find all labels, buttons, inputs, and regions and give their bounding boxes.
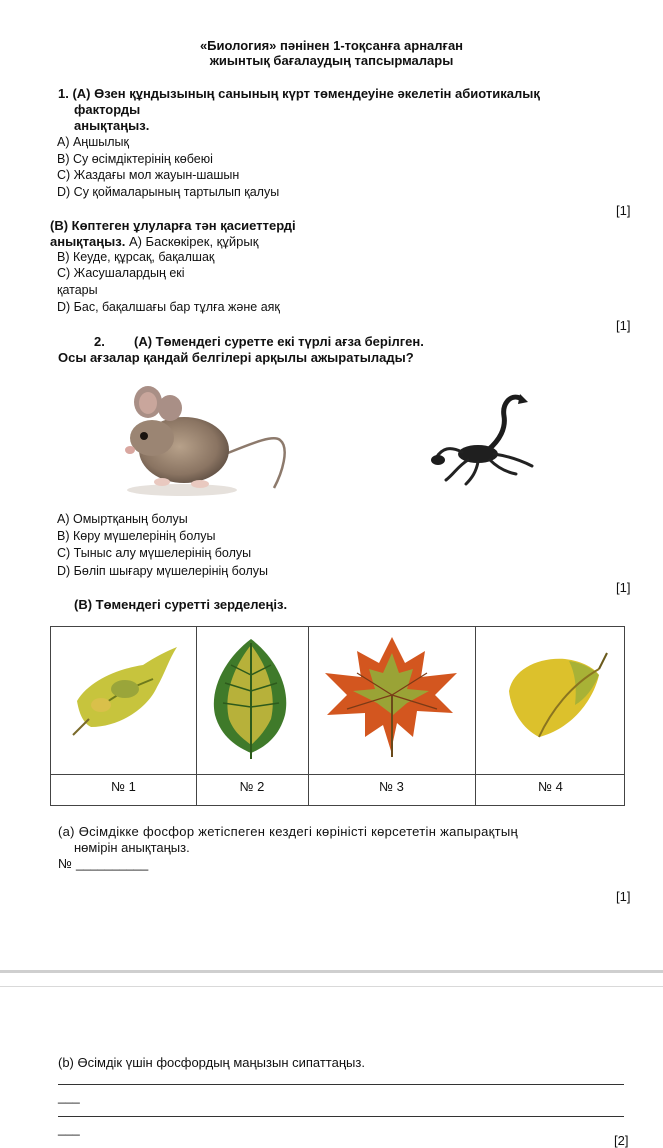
page-separator-bottom	[0, 986, 663, 987]
q2a-option-b: B) Көру мүшелерінің болуы	[57, 529, 216, 543]
q2a-mark: [1]	[616, 580, 631, 595]
q1a-mark: [1]	[616, 203, 631, 218]
answer-blank[interactable]: __________	[75, 856, 149, 871]
scorpion-image	[428, 388, 540, 488]
sub-a-line-1: (a) Өсімдікке фосфор жетіспеген кездегі көріністі көрсететін жапырақтың	[58, 824, 519, 839]
leaf-2-image	[205, 635, 297, 763]
q2a-option-d: D) Бөліп шығару мүшелерінің болуы	[57, 564, 268, 578]
leaf-label-2: № 2	[239, 779, 265, 794]
q1a-option-a: A) Аңшылық	[57, 135, 129, 149]
q1b-title-line-2	[50, 234, 258, 250]
leaf-label-1: № 1	[111, 779, 136, 794]
q1a-title-line-1: 1. (A) Өзен құндызының санының күрт төмендеуіне әкелетін абиотикалық	[58, 86, 540, 101]
answer-prefix: №	[58, 856, 72, 871]
answer-rule-1-tail: ___	[58, 1089, 80, 1104]
q2a-title-line-2: Осы ағзалар қандай белгілері арқылы ажыратылады?	[58, 350, 414, 365]
sub-a-line-2: нөмірін анықтаңыз.	[74, 840, 190, 855]
leaf-3-image	[317, 633, 467, 763]
q1b-option-c-line-1: C) Жасушалардың екі	[57, 266, 185, 280]
leaf-label-3: № 3	[379, 779, 404, 794]
q1b-mark: [1]	[616, 318, 631, 333]
q2a-title-line-1: (A) Төмендегі суретте екі түрлі ағза берілген.	[134, 334, 424, 349]
mouse-image	[122, 378, 302, 498]
q1a-option-d: D) Су қоймаларының тартылып қалуы	[57, 185, 280, 199]
q1b-title-bold: анықтаңыз.	[50, 234, 126, 249]
q1b-option-d: D) Бас, бақалшағы бар тұлға және аяқ	[57, 300, 280, 314]
leaf-label-4: № 4	[538, 779, 563, 794]
q1b-option-b: B) Кеуде, құрсақ, бақалшақ	[57, 250, 215, 264]
q1a-option-b: B) Су өсімдіктерінің көбеюі	[57, 152, 213, 166]
q1b-option-a: A) Баскөкірек, құйрық	[125, 234, 259, 249]
q1a-title-line-3: анықтаңыз.	[74, 118, 150, 133]
q1b-title-line-1: (B) Көптеген ұлуларға тән қасиеттерді	[50, 218, 296, 233]
q2-number: 2.	[94, 334, 105, 349]
q1a-title-line-2: факторды	[74, 102, 141, 117]
leaf-4-image	[499, 645, 609, 745]
header-line-2: жиынтық бағалаудың тапсырмалары	[209, 53, 454, 68]
leaves-table	[50, 626, 625, 806]
q2b-title: (B) Төмендегі суретті зерделеңіз.	[74, 597, 288, 612]
q2a-option-a: A) Омыртқаның болуы	[57, 512, 188, 526]
answer-rule-2-tail: ___	[58, 1121, 80, 1136]
page-separator-top	[0, 970, 663, 973]
q1a-option-c: C) Жаздағы мол жауын-шашын	[57, 168, 240, 182]
answer-line	[58, 856, 148, 872]
sub-a-mark: [1]	[616, 889, 631, 904]
answer-rule-1[interactable]	[58, 1084, 624, 1085]
q1b-option-c-line-2: қатары	[57, 283, 98, 297]
leaf-1-image	[69, 639, 181, 739]
answer-rule-2[interactable]	[58, 1116, 624, 1117]
sub-b-title: (b) Өсімдік үшін фосфордың маңызын сипаттаңыз.	[58, 1055, 365, 1070]
q2a-option-c: C) Тыныс алу мүшелерінің болуы	[57, 546, 252, 560]
header-line-1: «Биология» пәнінен 1-тоқсанға арналған	[199, 38, 464, 53]
sub-b-mark: [2]	[614, 1133, 629, 1148]
